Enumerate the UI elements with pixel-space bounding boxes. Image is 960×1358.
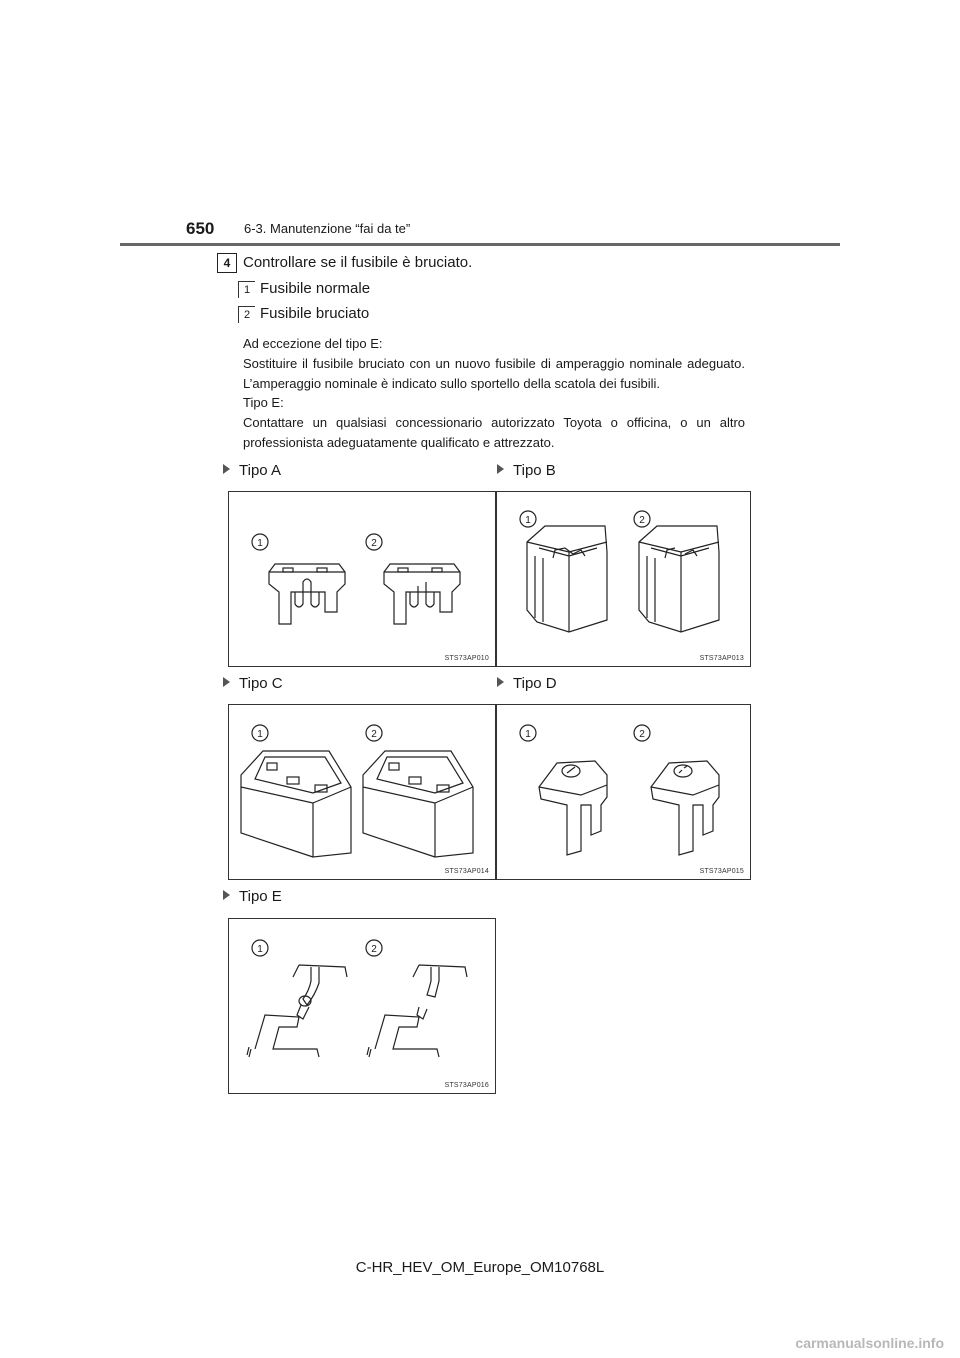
item-number-1: 1	[238, 281, 255, 298]
note-type-e	[243, 393, 745, 453]
note-heading: Tipo E:	[243, 395, 284, 410]
callout-1: 1	[257, 729, 263, 740]
figure-code: STS73AP010	[444, 655, 489, 662]
fuse-illustration-e	[229, 919, 497, 1095]
figure-type-d	[496, 704, 751, 880]
header-rule	[120, 243, 840, 246]
callout-1: 1	[525, 729, 531, 740]
callout-2: 2	[371, 729, 377, 740]
note-body: Sostituire il fusibile bruciato con un nuovo fusibile di amperaggio nominale adeguato. L’amperaggio nominale è indicato sullo sportello della scatola dei fusibili.	[243, 356, 745, 391]
figure-code: STS73AP013	[699, 655, 744, 662]
triangle-bullet-icon	[223, 677, 230, 687]
watermark: carmanualsonline.info	[795, 1335, 944, 1351]
figure-code: STS73AP014	[444, 868, 489, 875]
figure-type-e	[228, 918, 496, 1094]
fuse-illustration-d	[497, 705, 752, 881]
item-label-normal: Fusibile normale	[260, 280, 371, 297]
callout-2: 2	[371, 944, 377, 955]
callout-1: 1	[257, 944, 263, 955]
triangle-bullet-icon	[497, 677, 504, 687]
figure-code: STS73AP015	[699, 868, 744, 875]
triangle-bullet-icon	[223, 464, 230, 474]
document-footer: C-HR_HEV_OM_Europe_OM10768L	[355, 1259, 605, 1276]
figure-title-c: Tipo C	[223, 675, 283, 692]
item-number-2: 2	[238, 306, 255, 323]
figure-type-c	[228, 704, 496, 880]
triangle-bullet-icon	[223, 890, 230, 900]
figure-type-a	[228, 491, 496, 667]
callout-1: 1	[525, 515, 531, 526]
note-heading: Ad eccezione del tipo E:	[243, 336, 383, 351]
figure-code: STS73AP016	[444, 1082, 489, 1089]
item-label-blown: Fusibile bruciato	[260, 305, 370, 322]
fuse-illustration-a	[229, 492, 497, 668]
step-text: Controllare se il fusibile è bruciato.	[243, 254, 473, 271]
triangle-bullet-icon	[497, 464, 504, 474]
callout-1: 1	[257, 538, 263, 549]
fuse-illustration-b	[497, 492, 752, 668]
note-body: Contattare un qualsiasi concessionario autorizzato Toyota o officina, o un altro professionista adeguatamente qualificato e attrezzato.	[243, 415, 745, 450]
callout-2: 2	[639, 729, 645, 740]
figure-title-e: Tipo E	[223, 888, 282, 905]
figure-type-b	[496, 491, 751, 667]
section-title: 6-3. Manutenzione “fai da te”	[244, 221, 411, 236]
figure-title-d: Tipo D	[497, 675, 557, 692]
note-except-e	[243, 334, 745, 394]
page-number: 650	[186, 219, 215, 238]
fuse-illustration-c	[229, 705, 497, 881]
callout-2: 2	[639, 515, 645, 526]
figure-title-b: Tipo B	[497, 462, 556, 479]
callout-2: 2	[371, 538, 377, 549]
step-number-box: 4	[217, 253, 237, 273]
figure-title-a: Tipo A	[223, 462, 281, 479]
